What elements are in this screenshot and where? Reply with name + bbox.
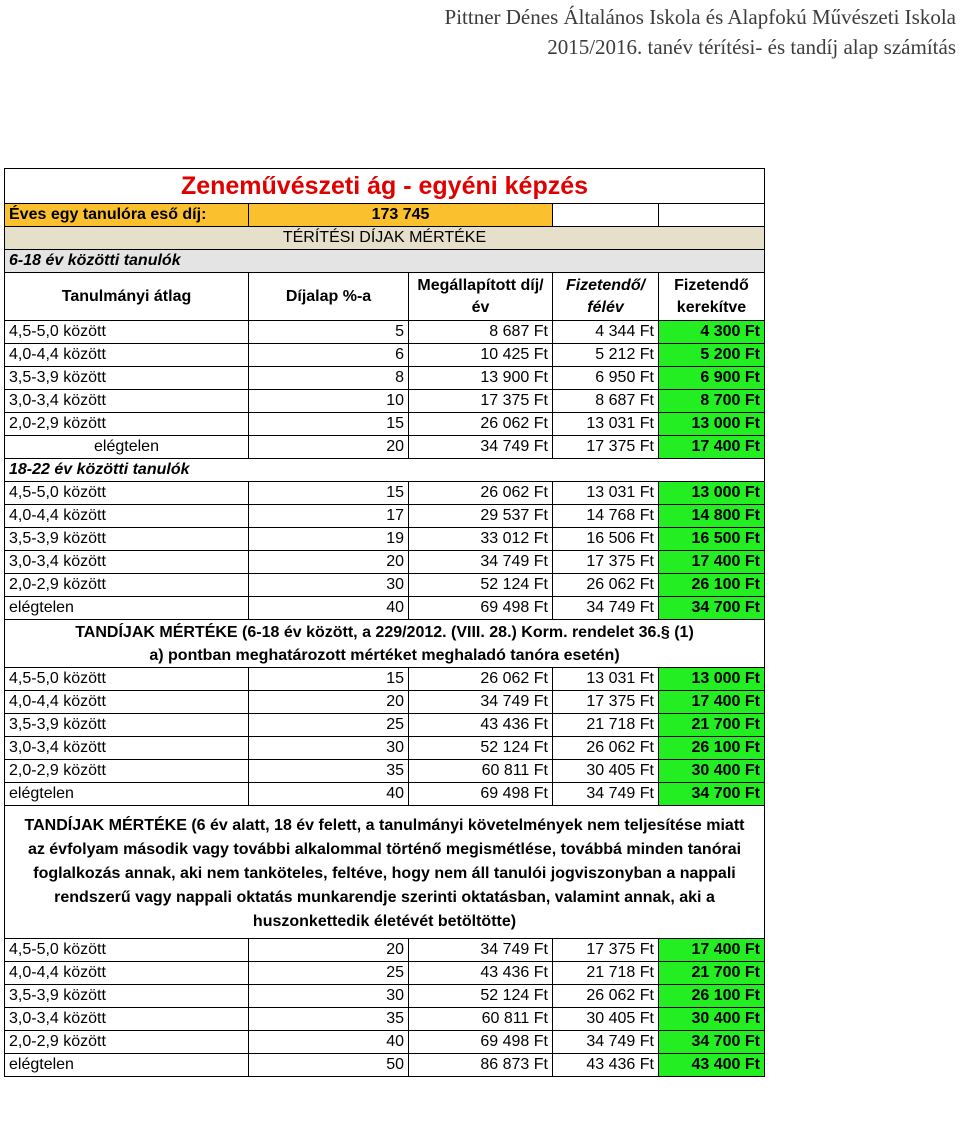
rounded-cell: 6 900 Ft: [659, 367, 765, 390]
rounded-cell: 43 400 Ft: [659, 1054, 765, 1077]
group4-rows: [5, 939, 765, 1077]
table-row: [5, 390, 765, 413]
table-row: [5, 551, 765, 574]
rounded-cell: 13 000 Ft: [659, 482, 765, 505]
avg-cell: 3,0-3,4 között: [5, 1008, 249, 1031]
avg-cell: 4,5-5,0 között: [5, 321, 249, 344]
table-row: [5, 691, 765, 714]
avg-cell: elégtelen: [5, 436, 249, 459]
percent-cell: 35: [249, 760, 409, 783]
group-header-row: [5, 250, 765, 273]
percent-cell: 15: [249, 482, 409, 505]
half-year-cell: 14 768 Ft: [553, 505, 659, 528]
group3-rows: [5, 668, 765, 806]
percent-cell: 40: [249, 597, 409, 620]
rounded-cell: 21 700 Ft: [659, 714, 765, 737]
half-year-cell: 30 405 Ft: [553, 1008, 659, 1031]
yearly-cell: 69 498 Ft: [409, 783, 553, 806]
avg-cell: 2,0-2,9 között: [5, 760, 249, 783]
rounded-cell: 26 100 Ft: [659, 737, 765, 760]
table-row: [5, 367, 765, 390]
yearly-cell: 52 124 Ft: [409, 737, 553, 760]
avg-cell: 3,5-3,9 között: [5, 528, 249, 551]
yearly-cell: 86 873 Ft: [409, 1054, 553, 1077]
rounded-cell: 26 100 Ft: [659, 574, 765, 597]
table-row: [5, 760, 765, 783]
percent-cell: 5: [249, 321, 409, 344]
yearly-cell: 60 811 Ft: [409, 1008, 553, 1031]
percent-cell: 20: [249, 436, 409, 459]
half-year-cell: 21 718 Ft: [553, 962, 659, 985]
tandij1-line1: TANDÍJAK MÉRTÉKE (6-18 év között, a 229/2012. (VIII. 28.) Korm. rendelet 36.§ (1): [75, 623, 694, 641]
percent-cell: 35: [249, 1008, 409, 1031]
table-row: [5, 574, 765, 597]
percent-cell: 25: [249, 714, 409, 737]
half-year-cell: 13 031 Ft: [553, 413, 659, 436]
table-row: [5, 436, 765, 459]
half-year-cell: 26 062 Ft: [553, 985, 659, 1008]
rounded-cell: 17 400 Ft: [659, 436, 765, 459]
yearly-cell: 26 062 Ft: [409, 668, 553, 691]
yearly-cell: 60 811 Ft: [409, 760, 553, 783]
percent-cell: 30: [249, 985, 409, 1008]
half-year-cell: 6 950 Ft: [553, 367, 659, 390]
percent-cell: 15: [249, 668, 409, 691]
table-row: [5, 482, 765, 505]
half-year-cell: 34 749 Ft: [553, 783, 659, 806]
percent-cell: 20: [249, 551, 409, 574]
yearly-cell: 52 124 Ft: [409, 574, 553, 597]
col-header-half-year: Fizetendő/ félév: [553, 273, 659, 321]
rounded-cell: 14 800 Ft: [659, 505, 765, 528]
percent-cell: 20: [249, 691, 409, 714]
yearly-cell: 43 436 Ft: [409, 714, 553, 737]
half-year-cell: 30 405 Ft: [553, 760, 659, 783]
table-row: [5, 962, 765, 985]
half-year-cell: 8 687 Ft: [553, 390, 659, 413]
yearly-cell: 34 749 Ft: [409, 436, 553, 459]
rounded-cell: 17 400 Ft: [659, 939, 765, 962]
avg-cell: 3,5-3,9 között: [5, 714, 249, 737]
col-header-percent: Díjalap %-a: [249, 273, 409, 321]
table-row: [5, 714, 765, 737]
rounded-cell: 13 000 Ft: [659, 413, 765, 436]
percent-cell: 10: [249, 390, 409, 413]
yearly-cell: 33 012 Ft: [409, 528, 553, 551]
fee-empty-cell: [659, 204, 765, 227]
yearly-cell: 52 124 Ft: [409, 985, 553, 1008]
table-row: [5, 985, 765, 1008]
percent-cell: 8: [249, 367, 409, 390]
rounded-cell: 26 100 Ft: [659, 985, 765, 1008]
percent-cell: 40: [249, 1031, 409, 1054]
table-row: [5, 321, 765, 344]
percent-cell: 15: [249, 413, 409, 436]
avg-cell: 3,0-3,4 között: [5, 737, 249, 760]
rounded-cell: 5 200 Ft: [659, 344, 765, 367]
percent-cell: 19: [249, 528, 409, 551]
avg-cell: elégtelen: [5, 783, 249, 806]
yearly-cell: 34 749 Ft: [409, 939, 553, 962]
table-row: [5, 528, 765, 551]
title-row: [5, 169, 765, 204]
table-row: [5, 1008, 765, 1031]
yearly-cell: 69 498 Ft: [409, 597, 553, 620]
rounded-cell: 17 400 Ft: [659, 691, 765, 714]
avg-cell: 4,0-4,4 között: [5, 962, 249, 985]
rounded-cell: 34 700 Ft: [659, 783, 765, 806]
rounded-cell: 30 400 Ft: [659, 760, 765, 783]
group2-rows: [5, 482, 765, 620]
yearly-cell: 34 749 Ft: [409, 691, 553, 714]
half-year-cell: 26 062 Ft: [553, 737, 659, 760]
avg-cell: 3,5-3,9 között: [5, 985, 249, 1008]
yearly-cell: 17 375 Ft: [409, 390, 553, 413]
table-row: [5, 344, 765, 367]
avg-cell: 3,0-3,4 között: [5, 390, 249, 413]
terites-title-row: [5, 227, 765, 250]
percent-cell: 40: [249, 783, 409, 806]
yearly-cell: 43 436 Ft: [409, 962, 553, 985]
col-header-yearly: Megállapított díj/év: [409, 273, 553, 321]
tandij1-line2: a) pontban meghatározott mértéket meghaladó tanóra esetén): [149, 646, 620, 664]
yearly-cell: 34 749 Ft: [409, 551, 553, 574]
half-year-cell: 13 031 Ft: [553, 668, 659, 691]
document-header: [445, 2, 956, 62]
fee-value: 173 745: [249, 204, 553, 227]
rounded-cell: 4 300 Ft: [659, 321, 765, 344]
rounded-cell: 34 700 Ft: [659, 1031, 765, 1054]
avg-cell: 2,0-2,9 között: [5, 1031, 249, 1054]
avg-cell: 3,5-3,9 között: [5, 367, 249, 390]
col-header-rounded: Fizetendő kerekítve: [659, 273, 765, 321]
fee-empty-cell: [553, 204, 659, 227]
rounded-cell: 30 400 Ft: [659, 1008, 765, 1031]
half-year-cell: 17 375 Ft: [553, 939, 659, 962]
rounded-cell: 21 700 Ft: [659, 962, 765, 985]
table-row: [5, 668, 765, 691]
avg-cell: 4,5-5,0 között: [5, 939, 249, 962]
half-year-cell: 17 375 Ft: [553, 551, 659, 574]
percent-cell: 20: [249, 939, 409, 962]
half-year-cell: 34 749 Ft: [553, 1031, 659, 1054]
page-title: Zeneművészeti ág - egyéni képzés: [5, 169, 765, 204]
school-name: Pittner Dénes Általános Iskola és Alapfokú Művészeti Iskola: [444, 5, 956, 29]
rounded-cell: 13 000 Ft: [659, 668, 765, 691]
half-year-cell: 34 749 Ft: [553, 597, 659, 620]
half-year-cell: 4 344 Ft: [553, 321, 659, 344]
avg-cell: elégtelen: [5, 1054, 249, 1077]
half-year-cell: 17 375 Ft: [553, 436, 659, 459]
yearly-cell: 29 537 Ft: [409, 505, 553, 528]
table-row: [5, 737, 765, 760]
tandij1-header-row: [5, 620, 765, 668]
yearly-cell: 69 498 Ft: [409, 1031, 553, 1054]
percent-cell: 50: [249, 1054, 409, 1077]
yearly-cell: 10 425 Ft: [409, 344, 553, 367]
tandij2-header: TANDÍJAK MÉRTÉKE (6 év alatt, 18 év felett, a tanulmányi követelmények nem teljesítése miatt az évfolyam második vagy további alkalommal történő megismétlése, továbbá minden tanórai foglalkozás annak, aki nem tanköteles, feltéve, hogy nem áll tanulói jogviszonyban a nappali rendszerű vagy nappali oktatás munkarendje szerinti oktatásban, valamint annak, aki a huszonkettedik életévét betöltötte): [5, 806, 765, 939]
half-year-cell: 16 506 Ft: [553, 528, 659, 551]
half-year-cell: 43 436 Ft: [553, 1054, 659, 1077]
avg-cell: 2,0-2,9 között: [5, 574, 249, 597]
percent-cell: 6: [249, 344, 409, 367]
table-row: [5, 413, 765, 436]
percent-cell: 25: [249, 962, 409, 985]
fee-table: [4, 168, 765, 1077]
half-year-cell: 13 031 Ft: [553, 482, 659, 505]
group-header-row: [5, 459, 765, 482]
avg-cell: 2,0-2,9 között: [5, 413, 249, 436]
avg-cell: 3,0-3,4 között: [5, 551, 249, 574]
avg-cell: 4,0-4,4 között: [5, 344, 249, 367]
column-header-row: [5, 273, 765, 321]
half-year-cell: 21 718 Ft: [553, 714, 659, 737]
percent-cell: 30: [249, 737, 409, 760]
yearly-cell: 13 900 Ft: [409, 367, 553, 390]
table-row: [5, 1054, 765, 1077]
yearly-cell: 8 687 Ft: [409, 321, 553, 344]
col-header-average: Tanulmányi átlag: [5, 273, 249, 321]
tandij1-header: [5, 620, 765, 668]
table-row: [5, 783, 765, 806]
document-subtitle: 2015/2016. tanév térítési- és tandíj alap számítás: [547, 35, 956, 59]
avg-cell: 4,5-5,0 között: [5, 482, 249, 505]
fee-label: Éves egy tanulóra eső díj:: [5, 204, 249, 227]
table-row: [5, 939, 765, 962]
avg-cell: 4,0-4,4 között: [5, 505, 249, 528]
rounded-cell: 16 500 Ft: [659, 528, 765, 551]
table-row: [5, 1031, 765, 1054]
group-header-18-22: 18-22 év közötti tanulók: [5, 459, 765, 482]
avg-cell: 4,5-5,0 között: [5, 668, 249, 691]
avg-cell: 4,0-4,4 között: [5, 691, 249, 714]
tandij2-header-row: [5, 806, 765, 939]
group-header-6-18: 6-18 év közötti tanulók: [5, 250, 765, 273]
terites-title: TÉRÍTÉSI DÍJAK MÉRTÉKE: [5, 227, 765, 250]
half-year-cell: 17 375 Ft: [553, 691, 659, 714]
group1-rows: [5, 321, 765, 459]
table-row: [5, 597, 765, 620]
rounded-cell: 8 700 Ft: [659, 390, 765, 413]
percent-cell: 30: [249, 574, 409, 597]
rounded-cell: 34 700 Ft: [659, 597, 765, 620]
yearly-cell: 26 062 Ft: [409, 413, 553, 436]
yearly-cell: 26 062 Ft: [409, 482, 553, 505]
avg-cell: elégtelen: [5, 597, 249, 620]
half-year-cell: 5 212 Ft: [553, 344, 659, 367]
half-year-cell: 26 062 Ft: [553, 574, 659, 597]
rounded-cell: 17 400 Ft: [659, 551, 765, 574]
percent-cell: 17: [249, 505, 409, 528]
fee-row: [5, 204, 765, 227]
table-row: [5, 505, 765, 528]
